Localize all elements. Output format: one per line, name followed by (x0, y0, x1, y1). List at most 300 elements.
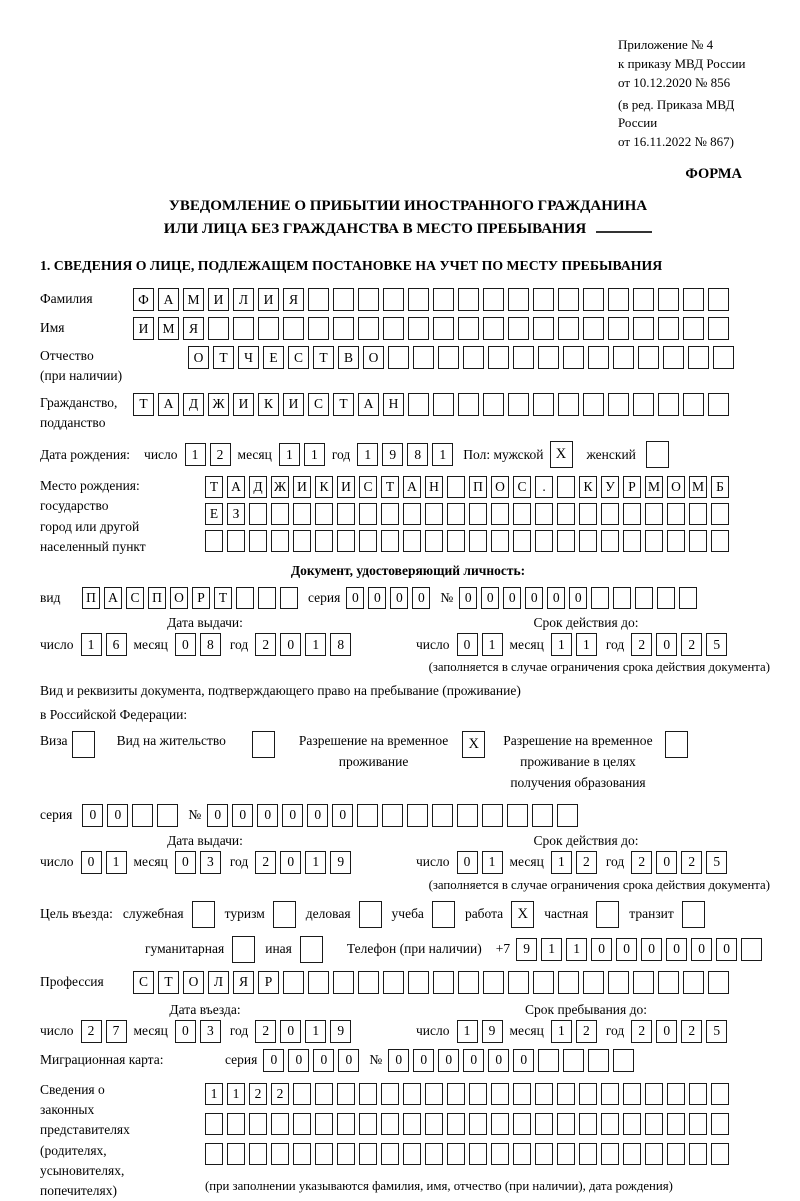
char-cell[interactable] (513, 503, 531, 525)
char-cell[interactable]: Т (333, 393, 354, 416)
char-cell[interactable] (315, 503, 333, 525)
char-cell[interactable] (623, 1143, 641, 1165)
char-cell[interactable] (283, 317, 304, 340)
char-cell[interactable]: 9 (516, 938, 537, 961)
temp-permit-checkbox[interactable]: X (462, 731, 485, 758)
char-cell[interactable]: 2 (576, 851, 597, 874)
char-cell[interactable]: 0 (481, 587, 499, 609)
char-cell[interactable] (271, 1143, 289, 1165)
char-cell[interactable] (601, 503, 619, 525)
char-cell[interactable] (403, 1143, 421, 1165)
char-cell[interactable]: 0 (207, 804, 228, 827)
char-cell[interactable] (667, 1143, 685, 1165)
char-cell[interactable]: 1 (305, 1020, 326, 1043)
char-cell[interactable]: И (258, 288, 279, 311)
char-cell[interactable]: 0 (175, 851, 196, 874)
char-cell[interactable] (535, 503, 553, 525)
purpose-study-checkbox[interactable] (432, 901, 455, 928)
char-cell[interactable]: А (358, 393, 379, 416)
char-cell[interactable] (293, 1143, 311, 1165)
char-cell[interactable]: Т (205, 476, 223, 498)
char-cell[interactable]: Р (258, 971, 279, 994)
char-cell[interactable]: Ж (271, 476, 289, 498)
purpose-private-checkbox[interactable] (596, 901, 619, 928)
char-cell[interactable]: 2 (255, 633, 276, 656)
char-cell[interactable]: 2 (681, 851, 702, 874)
char-cell[interactable] (491, 1143, 509, 1165)
char-cell[interactable] (469, 1113, 487, 1135)
char-cell[interactable] (249, 530, 267, 552)
char-cell[interactable] (447, 503, 465, 525)
char-cell[interactable]: И (208, 288, 229, 311)
char-cell[interactable]: 0 (288, 1049, 309, 1072)
char-cell[interactable] (689, 1113, 707, 1135)
char-cell[interactable]: 0 (656, 851, 677, 874)
char-cell[interactable] (579, 1143, 597, 1165)
char-cell[interactable]: 1 (551, 851, 572, 874)
char-cell[interactable] (403, 1113, 421, 1135)
char-cell[interactable] (645, 503, 663, 525)
char-cell[interactable] (132, 804, 153, 827)
char-cell[interactable] (403, 1083, 421, 1105)
char-cell[interactable]: 0 (666, 938, 687, 961)
char-cell[interactable]: 0 (307, 804, 328, 827)
char-cell[interactable]: 1 (566, 938, 587, 961)
char-cell[interactable]: М (645, 476, 663, 498)
char-cell[interactable] (689, 503, 707, 525)
char-cell[interactable]: М (158, 317, 179, 340)
char-cell[interactable]: 0 (513, 1049, 534, 1072)
char-cell[interactable] (663, 346, 684, 369)
char-cell[interactable]: 1 (541, 938, 562, 961)
char-cell[interactable]: 1 (81, 633, 102, 656)
char-cell[interactable]: З (227, 503, 245, 525)
char-cell[interactable]: 0 (313, 1049, 334, 1072)
char-cell[interactable]: 0 (691, 938, 712, 961)
char-cell[interactable] (683, 317, 704, 340)
char-cell[interactable]: М (689, 476, 707, 498)
char-cell[interactable]: С (359, 476, 377, 498)
char-cell[interactable]: О (188, 346, 209, 369)
char-cell[interactable] (638, 346, 659, 369)
char-cell[interactable] (227, 1113, 245, 1135)
char-cell[interactable] (359, 1143, 377, 1165)
char-cell[interactable] (438, 346, 459, 369)
char-cell[interactable] (458, 317, 479, 340)
char-cell[interactable] (258, 587, 276, 609)
char-cell[interactable]: 0 (263, 1049, 284, 1072)
char-cell[interactable]: 1 (106, 851, 127, 874)
purpose-business-checkbox[interactable] (359, 901, 382, 928)
char-cell[interactable] (469, 1143, 487, 1165)
char-cell[interactable] (667, 530, 685, 552)
char-cell[interactable]: И (233, 393, 254, 416)
char-cell[interactable] (588, 1049, 609, 1072)
char-cell[interactable] (708, 393, 729, 416)
char-cell[interactable] (513, 1113, 531, 1135)
char-cell[interactable]: 1 (551, 633, 572, 656)
char-cell[interactable]: 0 (257, 804, 278, 827)
char-cell[interactable] (469, 503, 487, 525)
char-cell[interactable] (608, 317, 629, 340)
char-cell[interactable] (579, 1113, 597, 1135)
char-cell[interactable] (679, 587, 697, 609)
char-cell[interactable] (645, 1083, 663, 1105)
char-cell[interactable] (358, 971, 379, 994)
char-cell[interactable] (563, 1049, 584, 1072)
char-cell[interactable] (613, 1049, 634, 1072)
char-cell[interactable]: П (82, 587, 100, 609)
char-cell[interactable]: 1 (576, 633, 597, 656)
char-cell[interactable] (293, 1113, 311, 1135)
char-cell[interactable] (293, 503, 311, 525)
char-cell[interactable]: Е (263, 346, 284, 369)
char-cell[interactable] (308, 288, 329, 311)
char-cell[interactable] (447, 1083, 465, 1105)
char-cell[interactable]: 2 (271, 1083, 289, 1105)
char-cell[interactable] (683, 393, 704, 416)
char-cell[interactable]: 2 (681, 633, 702, 656)
char-cell[interactable] (557, 1113, 575, 1135)
char-cell[interactable]: 0 (232, 804, 253, 827)
char-cell[interactable]: И (337, 476, 355, 498)
char-cell[interactable] (588, 346, 609, 369)
char-cell[interactable] (601, 1143, 619, 1165)
char-cell[interactable] (333, 288, 354, 311)
char-cell[interactable]: И (293, 476, 311, 498)
char-cell[interactable]: 1 (305, 633, 326, 656)
char-cell[interactable] (227, 1143, 245, 1165)
char-cell[interactable] (583, 393, 604, 416)
char-cell[interactable]: 0 (457, 633, 478, 656)
char-cell[interactable]: Т (381, 476, 399, 498)
char-cell[interactable]: К (579, 476, 597, 498)
char-cell[interactable] (457, 804, 478, 827)
char-cell[interactable] (513, 346, 534, 369)
char-cell[interactable]: 5 (706, 633, 727, 656)
char-cell[interactable] (205, 1113, 223, 1135)
char-cell[interactable] (711, 1143, 729, 1165)
char-cell[interactable] (469, 530, 487, 552)
char-cell[interactable] (741, 938, 762, 961)
char-cell[interactable] (601, 530, 619, 552)
char-cell[interactable] (425, 1083, 443, 1105)
char-cell[interactable] (358, 317, 379, 340)
char-cell[interactable]: 9 (382, 443, 403, 466)
char-cell[interactable] (433, 288, 454, 311)
char-cell[interactable] (388, 346, 409, 369)
char-cell[interactable] (227, 530, 245, 552)
char-cell[interactable] (205, 1143, 223, 1165)
char-cell[interactable] (623, 503, 641, 525)
purpose-tourism-checkbox[interactable] (273, 901, 296, 928)
char-cell[interactable] (608, 971, 629, 994)
char-cell[interactable]: К (258, 393, 279, 416)
char-cell[interactable] (337, 1143, 355, 1165)
char-cell[interactable]: П (148, 587, 166, 609)
char-cell[interactable]: 0 (616, 938, 637, 961)
char-cell[interactable] (433, 393, 454, 416)
char-cell[interactable] (447, 530, 465, 552)
char-cell[interactable]: 2 (631, 1020, 652, 1043)
char-cell[interactable]: 2 (210, 443, 231, 466)
char-cell[interactable] (333, 971, 354, 994)
char-cell[interactable] (249, 1143, 267, 1165)
char-cell[interactable] (583, 288, 604, 311)
char-cell[interactable] (708, 971, 729, 994)
char-cell[interactable] (683, 971, 704, 994)
char-cell[interactable] (483, 317, 504, 340)
residence-checkbox[interactable] (252, 731, 275, 758)
char-cell[interactable]: Р (623, 476, 641, 498)
char-cell[interactable] (271, 530, 289, 552)
char-cell[interactable] (458, 393, 479, 416)
char-cell[interactable] (383, 288, 404, 311)
char-cell[interactable]: 1 (457, 1020, 478, 1043)
char-cell[interactable] (667, 1113, 685, 1135)
char-cell[interactable] (557, 503, 575, 525)
char-cell[interactable]: 0 (413, 1049, 434, 1072)
char-cell[interactable]: 0 (390, 587, 408, 609)
char-cell[interactable] (689, 1083, 707, 1105)
char-cell[interactable] (447, 1113, 465, 1135)
char-cell[interactable] (608, 288, 629, 311)
char-cell[interactable] (249, 503, 267, 525)
char-cell[interactable]: У (601, 476, 619, 498)
char-cell[interactable] (513, 530, 531, 552)
char-cell[interactable] (591, 587, 609, 609)
char-cell[interactable] (236, 587, 254, 609)
char-cell[interactable]: 0 (175, 633, 196, 656)
char-cell[interactable]: С (308, 393, 329, 416)
char-cell[interactable]: 0 (503, 587, 521, 609)
char-cell[interactable] (425, 1143, 443, 1165)
char-cell[interactable] (337, 1083, 355, 1105)
char-cell[interactable]: 0 (525, 587, 543, 609)
char-cell[interactable] (535, 1143, 553, 1165)
char-cell[interactable]: 0 (457, 851, 478, 874)
char-cell[interactable]: 8 (407, 443, 428, 466)
char-cell[interactable] (557, 1083, 575, 1105)
char-cell[interactable]: 0 (656, 633, 677, 656)
char-cell[interactable] (491, 1113, 509, 1135)
char-cell[interactable] (381, 1083, 399, 1105)
char-cell[interactable]: Я (283, 288, 304, 311)
char-cell[interactable] (315, 1083, 333, 1105)
char-cell[interactable] (711, 530, 729, 552)
char-cell[interactable]: 1 (227, 1083, 245, 1105)
char-cell[interactable] (708, 317, 729, 340)
char-cell[interactable] (579, 1083, 597, 1105)
char-cell[interactable]: А (403, 476, 421, 498)
char-cell[interactable]: Т (158, 971, 179, 994)
char-cell[interactable]: Ф (133, 288, 154, 311)
char-cell[interactable] (359, 1083, 377, 1105)
char-cell[interactable]: Т (313, 346, 334, 369)
char-cell[interactable]: Н (383, 393, 404, 416)
char-cell[interactable] (645, 530, 663, 552)
char-cell[interactable] (408, 971, 429, 994)
char-cell[interactable] (583, 317, 604, 340)
char-cell[interactable]: 0 (388, 1049, 409, 1072)
char-cell[interactable] (507, 804, 528, 827)
char-cell[interactable] (482, 804, 503, 827)
purpose-other-checkbox[interactable] (300, 936, 323, 963)
char-cell[interactable] (667, 503, 685, 525)
char-cell[interactable]: Я (183, 317, 204, 340)
char-cell[interactable] (358, 288, 379, 311)
char-cell[interactable]: О (363, 346, 384, 369)
char-cell[interactable] (463, 346, 484, 369)
char-cell[interactable]: 0 (332, 804, 353, 827)
char-cell[interactable]: 0 (368, 587, 386, 609)
char-cell[interactable]: 2 (255, 851, 276, 874)
char-cell[interactable] (157, 804, 178, 827)
char-cell[interactable]: 0 (459, 587, 477, 609)
char-cell[interactable]: Е (205, 503, 223, 525)
char-cell[interactable] (491, 530, 509, 552)
char-cell[interactable] (508, 317, 529, 340)
char-cell[interactable] (433, 971, 454, 994)
char-cell[interactable] (383, 317, 404, 340)
purpose-work-checkbox[interactable]: X (511, 901, 534, 928)
char-cell[interactable] (258, 317, 279, 340)
char-cell[interactable] (359, 503, 377, 525)
char-cell[interactable]: 0 (591, 938, 612, 961)
char-cell[interactable] (337, 530, 355, 552)
char-cell[interactable] (613, 346, 634, 369)
char-cell[interactable] (382, 804, 403, 827)
char-cell[interactable]: 5 (706, 851, 727, 874)
char-cell[interactable]: 2 (255, 1020, 276, 1043)
char-cell[interactable] (491, 1083, 509, 1105)
char-cell[interactable]: 3 (200, 1020, 221, 1043)
char-cell[interactable] (337, 1113, 355, 1135)
char-cell[interactable]: 0 (175, 1020, 196, 1043)
char-cell[interactable] (271, 503, 289, 525)
char-cell[interactable] (491, 503, 509, 525)
char-cell[interactable] (483, 288, 504, 311)
char-cell[interactable] (683, 288, 704, 311)
char-cell[interactable] (413, 346, 434, 369)
char-cell[interactable] (433, 317, 454, 340)
char-cell[interactable]: 0 (569, 587, 587, 609)
char-cell[interactable] (538, 1049, 559, 1072)
char-cell[interactable]: Д (183, 393, 204, 416)
char-cell[interactable]: 0 (82, 804, 103, 827)
char-cell[interactable] (535, 530, 553, 552)
char-cell[interactable] (407, 804, 428, 827)
char-cell[interactable]: 0 (107, 804, 128, 827)
char-cell[interactable] (508, 393, 529, 416)
char-cell[interactable]: 0 (280, 1020, 301, 1043)
char-cell[interactable] (469, 1083, 487, 1105)
char-cell[interactable] (533, 393, 554, 416)
char-cell[interactable] (557, 1143, 575, 1165)
char-cell[interactable] (425, 530, 443, 552)
char-cell[interactable]: О (491, 476, 509, 498)
char-cell[interactable]: Н (425, 476, 443, 498)
char-cell[interactable]: Ж (208, 393, 229, 416)
temp-permit-edu-checkbox[interactable] (665, 731, 688, 758)
char-cell[interactable]: Л (208, 971, 229, 994)
char-cell[interactable] (315, 1113, 333, 1135)
char-cell[interactable] (623, 1113, 641, 1135)
char-cell[interactable] (381, 1113, 399, 1135)
char-cell[interactable] (337, 503, 355, 525)
char-cell[interactable] (557, 476, 575, 498)
char-cell[interactable] (403, 503, 421, 525)
char-cell[interactable] (608, 393, 629, 416)
char-cell[interactable]: 1 (185, 443, 206, 466)
char-cell[interactable] (711, 503, 729, 525)
char-cell[interactable]: Т (133, 393, 154, 416)
char-cell[interactable]: В (338, 346, 359, 369)
char-cell[interactable]: 1 (304, 443, 325, 466)
char-cell[interactable]: 1 (482, 633, 503, 656)
purpose-humanitarian-checkbox[interactable] (232, 936, 255, 963)
char-cell[interactable]: 0 (412, 587, 430, 609)
char-cell[interactable] (645, 1143, 663, 1165)
sex-female-checkbox[interactable] (646, 441, 669, 468)
char-cell[interactable] (508, 971, 529, 994)
char-cell[interactable]: К (315, 476, 333, 498)
char-cell[interactable] (408, 393, 429, 416)
char-cell[interactable]: О (170, 587, 188, 609)
char-cell[interactable] (308, 971, 329, 994)
char-cell[interactable] (359, 530, 377, 552)
char-cell[interactable] (579, 503, 597, 525)
char-cell[interactable]: . (535, 476, 553, 498)
char-cell[interactable]: А (104, 587, 122, 609)
char-cell[interactable]: 2 (576, 1020, 597, 1043)
char-cell[interactable]: 1 (205, 1083, 223, 1105)
char-cell[interactable] (381, 530, 399, 552)
char-cell[interactable]: М (183, 288, 204, 311)
char-cell[interactable]: С (133, 971, 154, 994)
purpose-transit-checkbox[interactable] (682, 901, 705, 928)
char-cell[interactable] (283, 971, 304, 994)
char-cell[interactable]: 0 (488, 1049, 509, 1072)
char-cell[interactable]: О (667, 476, 685, 498)
char-cell[interactable] (623, 530, 641, 552)
char-cell[interactable]: 0 (282, 804, 303, 827)
char-cell[interactable] (563, 346, 584, 369)
char-cell[interactable]: Д (249, 476, 267, 498)
char-cell[interactable] (708, 288, 729, 311)
char-cell[interactable]: 1 (482, 851, 503, 874)
char-cell[interactable]: 0 (463, 1049, 484, 1072)
char-cell[interactable]: 3 (200, 851, 221, 874)
char-cell[interactable] (635, 587, 653, 609)
char-cell[interactable]: П (469, 476, 487, 498)
char-cell[interactable]: Ч (238, 346, 259, 369)
char-cell[interactable] (425, 503, 443, 525)
char-cell[interactable] (713, 346, 734, 369)
char-cell[interactable] (513, 1083, 531, 1105)
char-cell[interactable]: А (158, 288, 179, 311)
char-cell[interactable] (557, 530, 575, 552)
char-cell[interactable] (689, 1143, 707, 1165)
char-cell[interactable]: 1 (551, 1020, 572, 1043)
char-cell[interactable] (280, 587, 298, 609)
char-cell[interactable] (205, 530, 223, 552)
char-cell[interactable] (535, 1113, 553, 1135)
char-cell[interactable]: 9 (482, 1020, 503, 1043)
char-cell[interactable]: 2 (681, 1020, 702, 1043)
char-cell[interactable] (425, 1113, 443, 1135)
char-cell[interactable] (249, 1113, 267, 1135)
